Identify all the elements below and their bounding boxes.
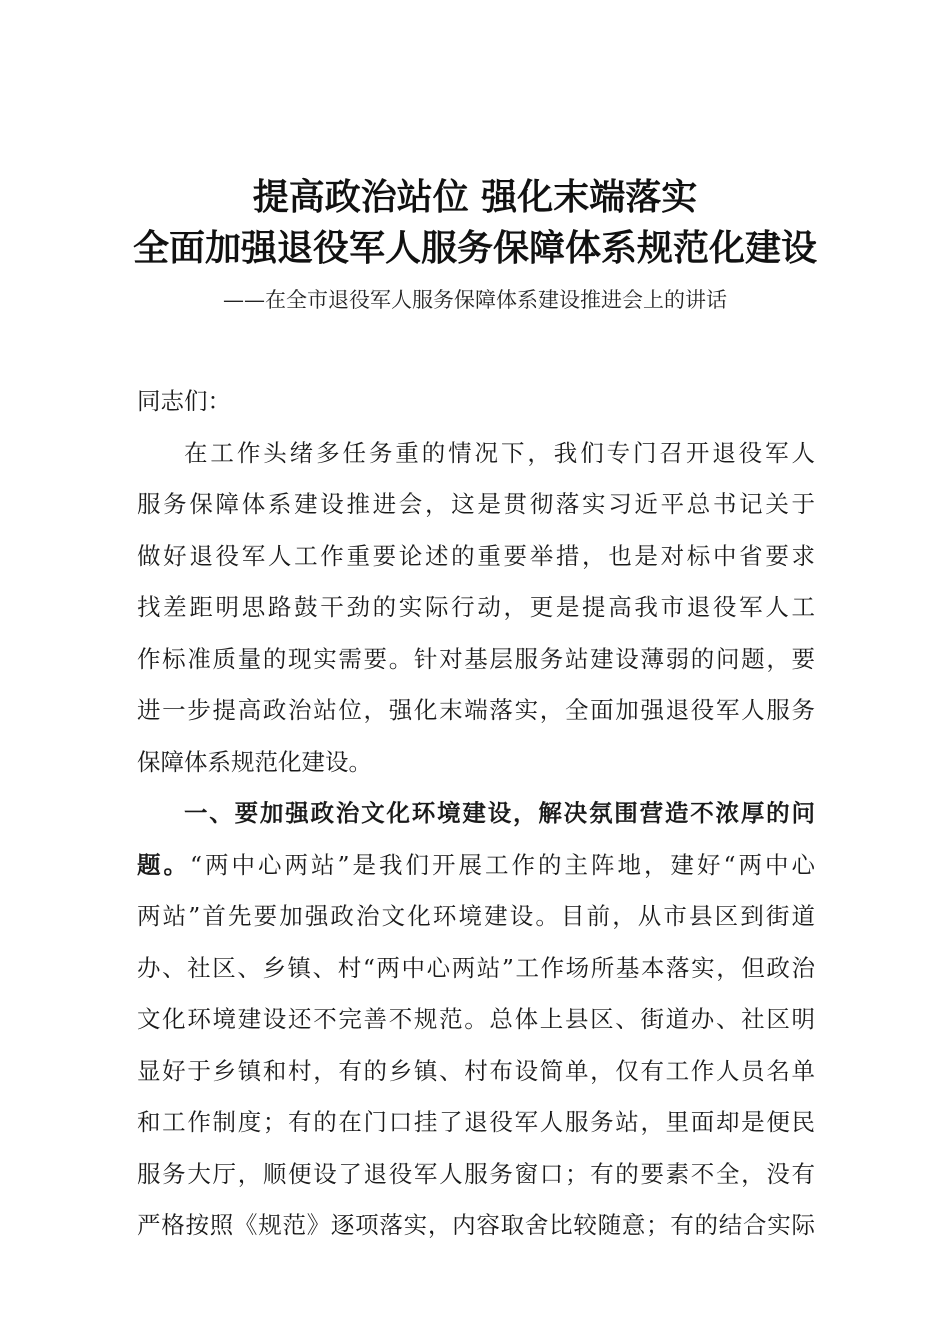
section-1-line-9: 严格按照《规范》逐项落实，内容取舍比较随意；有的结合实际 (137, 1211, 815, 1239)
section-1-line-2 (137, 840, 815, 892)
title-line-1: 提高政治站位 强化末端落实 (252, 177, 698, 218)
intro-line-2: 服务保障体系建设推进会，这是贯彻落实习近平总书记关于 (137, 490, 815, 518)
title-line-2: 全面加强退役军人服务保障体系规范化建设 (132, 228, 817, 269)
section-1-line-3: 两站”首先要加强政治文化环境建设。目前，从市县区到街道 (137, 902, 815, 930)
intro-line-1: 在工作头绪多任务重的情况下，我们专门召开退役军人 (184, 438, 815, 467)
intro-line-5: 作标准质量的现实需要。针对基层服务站建设薄弱的问题，要 (137, 644, 815, 673)
intro-line-4: 找差距明思路鼓干劲的实际行动，更是提高我市退役军人工 (137, 593, 815, 621)
section-1-heading-end: 题。 (137, 850, 190, 879)
section-1-line-8: 服务大厅，顺便设了退役军人服务窗口；有的要素不全，没有 (137, 1159, 815, 1188)
section-1-line-6: 显好于乡镇和村，有的乡镇、村布设简单，仅有工作人员名单 (137, 1056, 815, 1085)
section-1-heading: 一、要加强政治文化环境建设，解决氛围营造不浓厚的问 (184, 799, 815, 827)
subtitle: ——在全市退役军人服务保障体系建设推进会上的讲话 (223, 288, 727, 312)
section-1-line-7: 和工作制度；有的在门口挂了退役军人服务站，里面却是便民 (137, 1108, 815, 1136)
section-1-line-2-text: “两中心两站”是我们开展工作的主阵地，建好“两中心 (190, 850, 815, 879)
intro-line-6: 进一步提高政治站位，强化末端落实，全面加强退役军人服务 (137, 696, 815, 724)
intro-line-7: 保障体系规范化建设。 (137, 747, 372, 776)
section-1-line-4: 办、社区、乡镇、村“两中心两站”工作场所基本落实，但政治 (137, 953, 815, 982)
salutation: 同志们： (137, 387, 231, 415)
section-1-line-5: 文化环境建设还不完善不规范。总体上县区、街道办、社区明 (137, 1005, 815, 1033)
intro-line-3: 做好退役军人工作重要论述的重要举措，也是对标中省要求 (137, 541, 815, 570)
document-body (137, 376, 815, 1252)
